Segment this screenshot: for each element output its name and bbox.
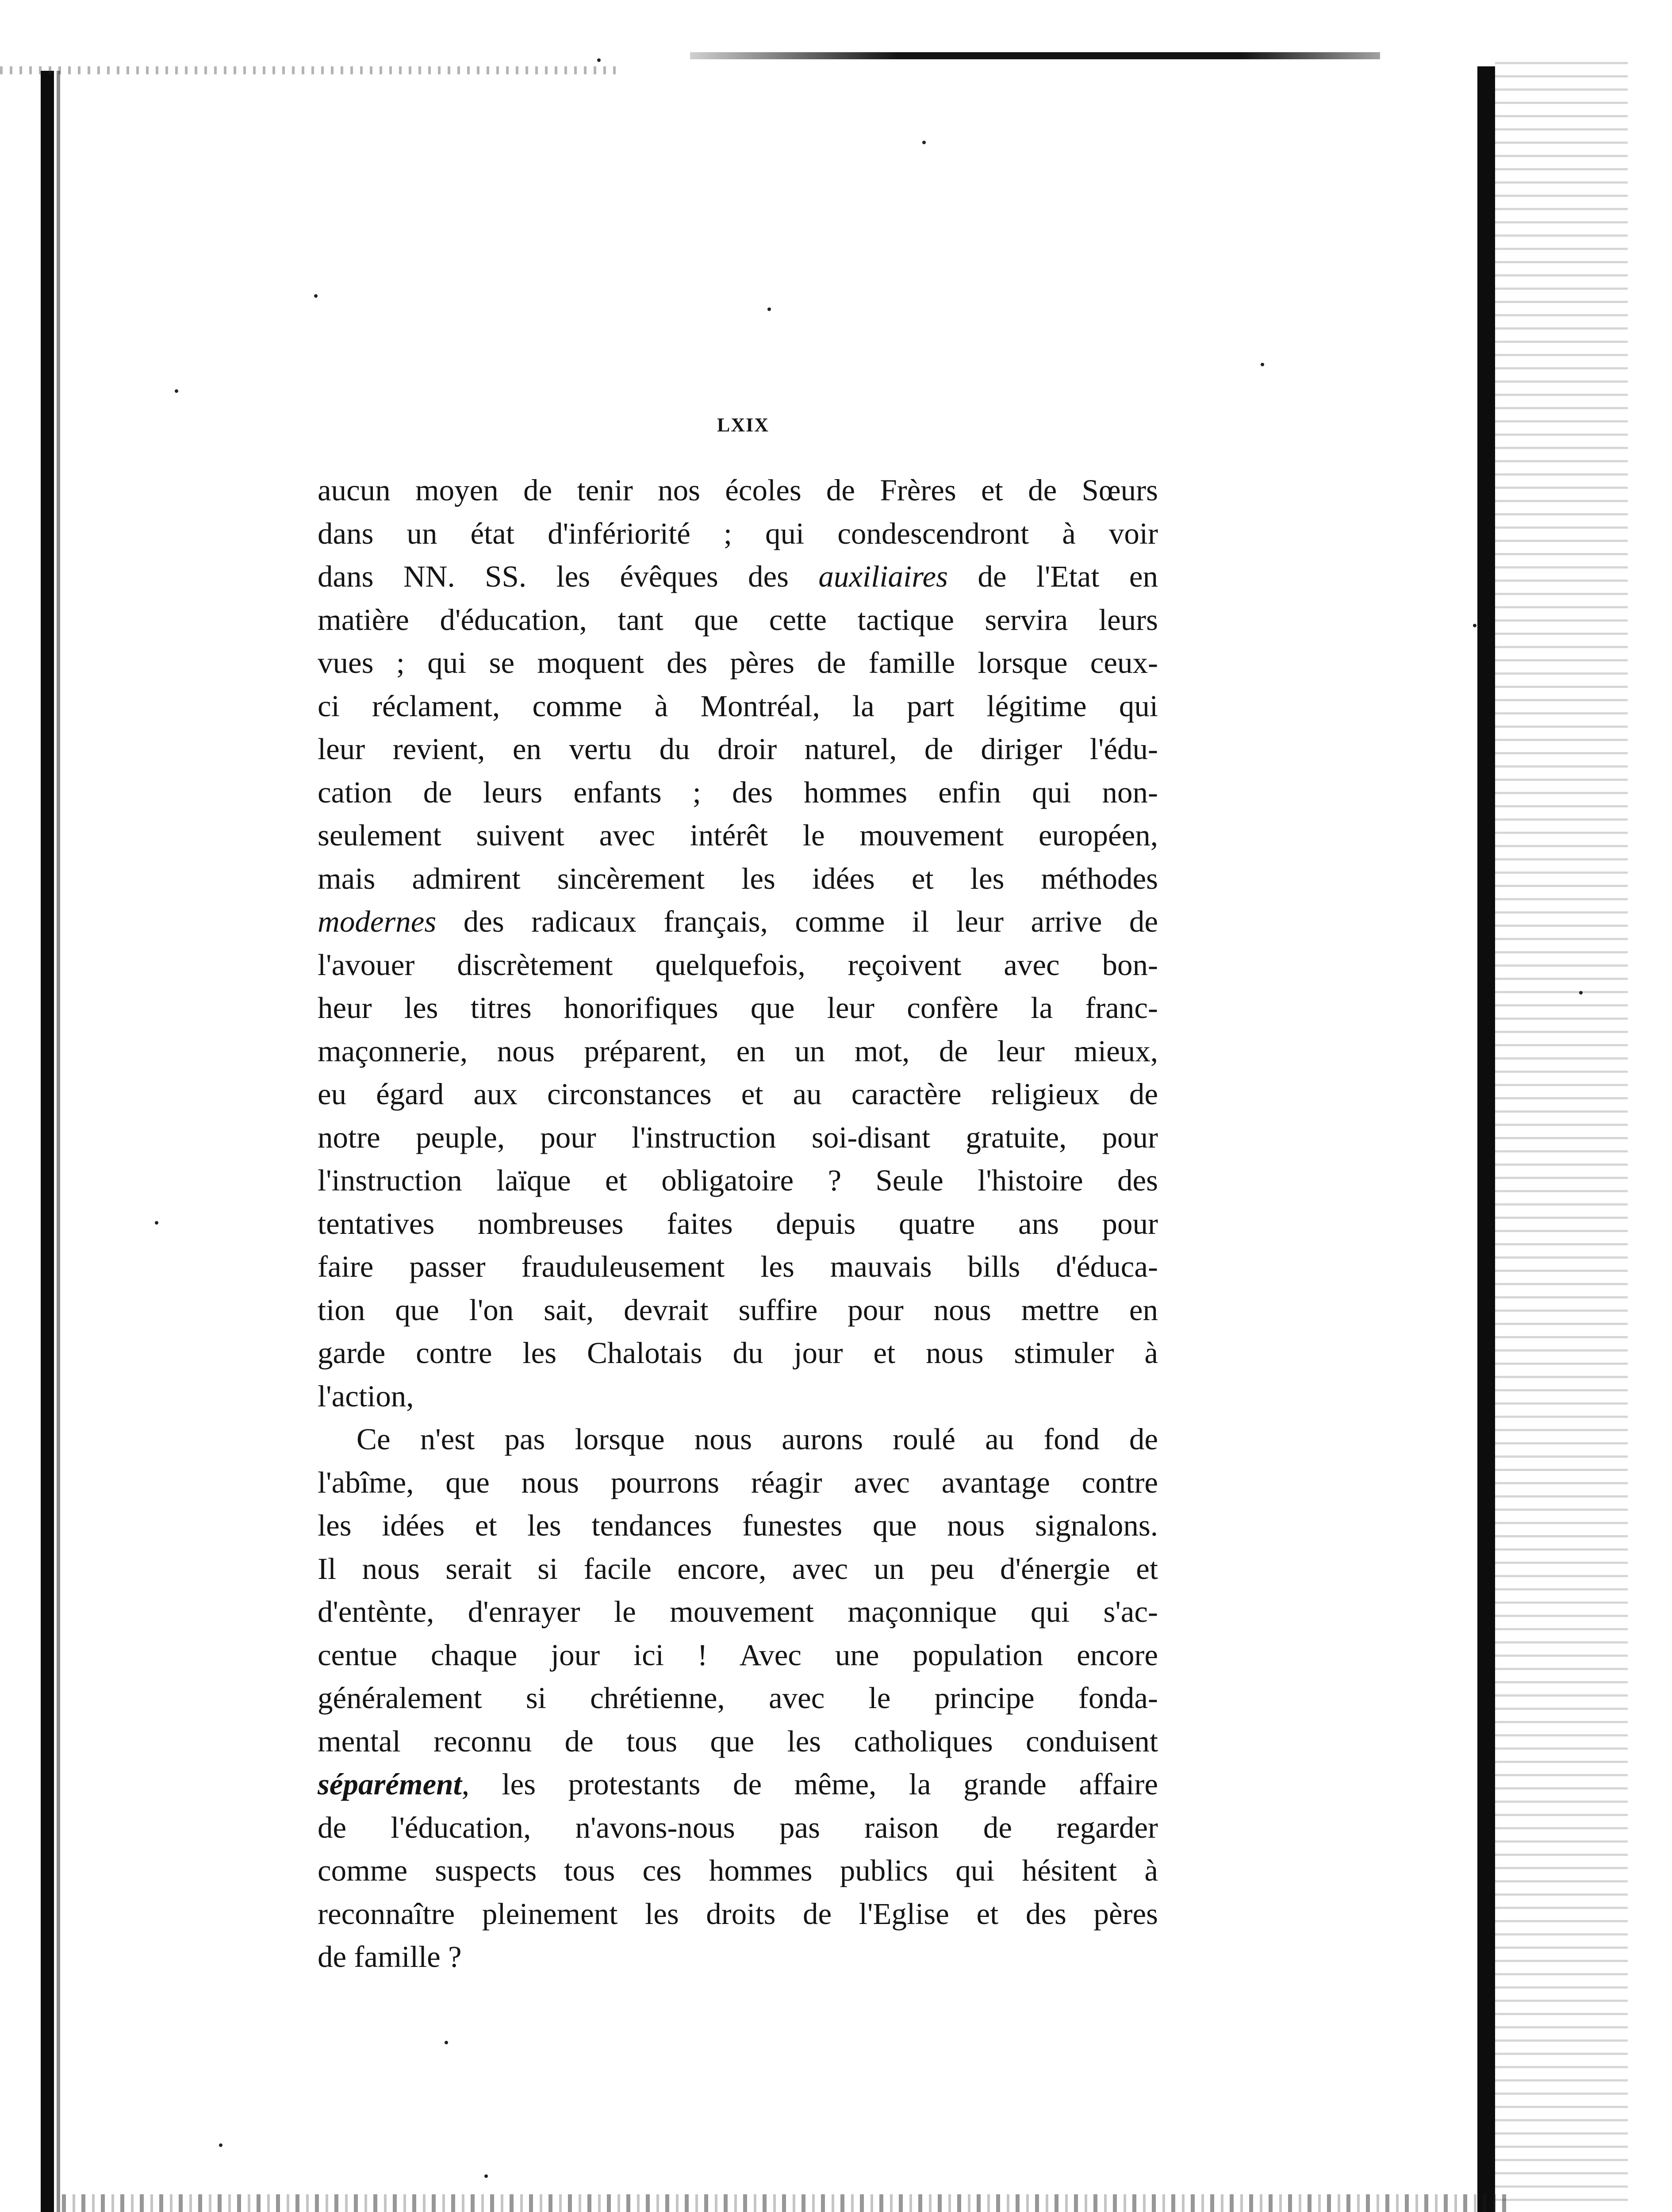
text-line bbox=[318, 857, 1158, 901]
text-segment: Ce n'est pas lorsque nous aurons roulé au fond de bbox=[357, 1422, 1158, 1456]
text-segment: dans un état d'infériorité ; qui condescendront à voir bbox=[318, 516, 1158, 550]
text-segment: matière d'éducation, tant que cette tactique servira leurs bbox=[318, 603, 1158, 637]
text-line bbox=[318, 1548, 1158, 1591]
text-segment: généralement si chrétienne, avec le principe fonda- bbox=[318, 1681, 1158, 1715]
text-line bbox=[318, 641, 1158, 685]
text-line bbox=[318, 1849, 1158, 1893]
scan-speck bbox=[445, 2041, 448, 2044]
text-line bbox=[318, 1332, 1158, 1375]
text-segment: notre peuple, pour l'instruction soi-disant gratuite, pour bbox=[318, 1120, 1158, 1154]
text-segment: de l'éducation, n'avons-nous pas raison de regarder bbox=[318, 1810, 1158, 1844]
text-line bbox=[318, 599, 1158, 642]
text-line bbox=[318, 1116, 1158, 1160]
text-segment: tentatives nombreuses faites depuis quatre ans pour bbox=[318, 1206, 1158, 1240]
text-line bbox=[318, 1159, 1158, 1202]
text-segment: des radicaux français, comme il leur arrive de bbox=[436, 905, 1158, 938]
text-segment: d'entènte, d'enrayer le mouvement maçonnique qui s'ac- bbox=[318, 1595, 1158, 1628]
emphasized-text: modernes bbox=[318, 905, 437, 938]
scan-speck bbox=[1261, 363, 1264, 366]
text-segment: l'abîme, que nous pourrons réagir avec avantage contre bbox=[318, 1465, 1158, 1499]
text-line bbox=[318, 1245, 1158, 1289]
text-line bbox=[318, 1375, 1158, 1418]
text-segment: seulement suivent avec intérêt le mouvement européen, bbox=[318, 818, 1158, 852]
scan-speck bbox=[175, 389, 178, 393]
text-segment: mental reconnu de tous que les catholiques conduisent bbox=[318, 1724, 1158, 1758]
text-segment: comme suspects tous ces hommes publics qui hésitent à bbox=[318, 1854, 1158, 1887]
scan-border-top bbox=[690, 52, 1380, 59]
page-number: LXIX bbox=[717, 414, 770, 436]
text-line bbox=[318, 1418, 1158, 1461]
text-line bbox=[318, 1936, 1158, 1979]
scan-speck bbox=[1579, 991, 1583, 995]
text-line bbox=[318, 1461, 1158, 1505]
text-line bbox=[318, 1289, 1158, 1332]
scan-speck bbox=[767, 307, 771, 311]
text-line bbox=[318, 1720, 1158, 1763]
emphasized-text: auxiliaires bbox=[818, 560, 948, 593]
text-line bbox=[318, 814, 1158, 857]
text-line bbox=[318, 555, 1158, 599]
text-segment: reconnaître pleinement les droits de l'Eglise et des pères bbox=[318, 1897, 1158, 1931]
text-segment: l'avouer discrètement quelquefois, reçoivent avec bon- bbox=[318, 948, 1158, 982]
text-line bbox=[318, 1677, 1158, 1720]
scan-noise-top bbox=[0, 66, 619, 74]
text-line bbox=[318, 900, 1158, 944]
text-segment: leur revient, en vertu du droir naturel, de diriger l'édu- bbox=[318, 732, 1158, 766]
text-line bbox=[318, 512, 1158, 556]
text-line bbox=[318, 1030, 1158, 1073]
text-line bbox=[318, 1763, 1158, 1806]
text-line bbox=[318, 771, 1158, 814]
text-segment: ci réclament, comme à Montréal, la part légitime qui bbox=[318, 689, 1158, 723]
scan-border-left bbox=[41, 71, 54, 2212]
text-segment: les idées et les tendances funestes que nous signalons. bbox=[318, 1509, 1158, 1542]
text-segment: l'instruction laïque et obligatoire ? Seule l'histoire des bbox=[318, 1164, 1158, 1197]
text-segment: eu égard aux circonstances et au caractère religieux de bbox=[318, 1077, 1158, 1111]
text-segment: de l'Etat en bbox=[947, 560, 1158, 593]
text-segment: dans NN. SS. les évêques des bbox=[318, 560, 819, 593]
scan-noise-right bbox=[1495, 62, 1628, 2212]
text-line bbox=[318, 1590, 1158, 1634]
text-line bbox=[318, 1202, 1158, 1246]
text-segment: faire passer frauduleusement les mauvais bills d'éduca- bbox=[318, 1250, 1158, 1283]
text-segment: heur les titres honorifiques que leur confère la franc- bbox=[318, 991, 1158, 1025]
text-segment: l'action, bbox=[318, 1379, 414, 1413]
scan-border-left-shadow bbox=[57, 71, 60, 2212]
text-line bbox=[318, 1073, 1158, 1116]
text-segment: aucun moyen de tenir nos écoles de Frères et de Sœurs bbox=[318, 473, 1158, 507]
text-segment: mais admirent sincèrement les idées et les méthodes bbox=[318, 861, 1158, 895]
text-segment: centue chaque jour ici ! Avec une population encore bbox=[318, 1638, 1158, 1672]
text-line bbox=[318, 728, 1158, 771]
text-line bbox=[318, 1893, 1158, 1936]
scan-speck bbox=[1473, 624, 1476, 627]
text-segment: garde contre les Chalotais du jour et nous stimuler à bbox=[318, 1336, 1158, 1370]
scan-speck bbox=[484, 2174, 488, 2178]
body-text bbox=[318, 469, 1158, 1979]
text-line bbox=[318, 944, 1158, 987]
text-segment: tion que l'on sait, devrait suffire pour nous mettre en bbox=[318, 1293, 1158, 1327]
scan-border-right bbox=[1477, 66, 1495, 2212]
text-segment: maçonnerie, nous préparent, en un mot, de leur mieux, bbox=[318, 1034, 1158, 1068]
text-segment: cation de leurs enfants ; des hommes enfin qui non- bbox=[318, 775, 1158, 809]
text-segment: vues ; qui se moquent des pères de famille lorsque ceux- bbox=[318, 646, 1158, 680]
text-line bbox=[318, 469, 1158, 512]
scan-noise-bottom bbox=[62, 2194, 1513, 2212]
scan-speck bbox=[314, 294, 318, 298]
text-line bbox=[318, 685, 1158, 728]
scan-speck bbox=[219, 2143, 222, 2147]
scan-speck bbox=[155, 1221, 158, 1225]
text-line bbox=[318, 1634, 1158, 1677]
scan-speck bbox=[922, 141, 926, 144]
text-segment: , les protestants de même, la grande affaire bbox=[461, 1767, 1158, 1801]
emphasized-text: séparément bbox=[318, 1767, 462, 1801]
text-line bbox=[318, 987, 1158, 1030]
text-segment: de famille ? bbox=[318, 1940, 462, 1974]
text-line bbox=[318, 1504, 1158, 1548]
text-line bbox=[318, 1806, 1158, 1850]
text-segment: Il nous serait si facile encore, avec un peu d'énergie et bbox=[318, 1551, 1158, 1586]
scan-speck bbox=[597, 58, 601, 62]
